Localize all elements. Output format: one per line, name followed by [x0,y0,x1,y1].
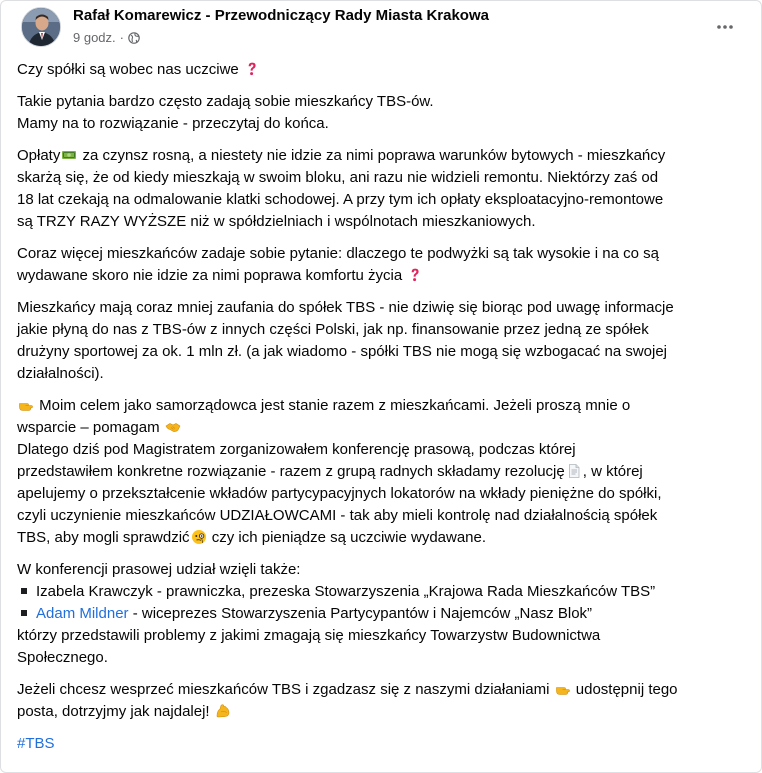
red-question-mark-emoji [244,61,260,77]
author-avatar[interactable] [21,7,61,47]
text-line: Społecznego. [17,649,108,666]
text-line: apelujemy o przekształcenie wkładów partycypacyjnych lokatorów na wkłady pieniężne do spółki, [17,485,662,502]
paragraph-question-rise [17,243,751,287]
text-line: są TRZY RAZY WYŻSZE niż w spółdzielniach i wspólnotach mieszkaniowych. [17,213,536,230]
profile-link-adam-mildner[interactable]: Adam Mildner [36,605,129,622]
text-line: jakie płyną do nas z TBS-ów z innych części Polski, jak np. finansowanie przez jedną ze spółek [17,321,649,338]
bullet-square-icon [21,610,27,616]
meta-separator: · [119,30,124,45]
more-options-button[interactable] [707,9,743,45]
author-name[interactable]: Rafał Komarewicz - Przewodniczący Rady Miasta Krakowa [73,7,489,24]
paragraph-question [17,59,751,81]
text-fragment: czy ich pieniądze są uczciwie wydawane. [207,529,487,546]
text-line: którzy przedstawili problemy z jakimi zmagają się mieszkańcy Towarzystw Budownictwa [17,627,601,644]
pointing-hand-emoji [555,681,571,697]
flexed-biceps-emoji [215,703,231,719]
text-line: 18 lat czekają na odmalowanie klatki schodowej. A przy tym ich opłaty eksploatacyjno-remontowe [17,191,664,208]
post-time[interactable]: 9 godz. [73,30,116,45]
text-line: skarżą się, że od kiedy mieszkają w swoim bloku, ani razu nie widzieli remontu. Niektórzy zaś od [17,169,659,186]
avatar-photo [22,8,61,47]
paragraph-fees [17,145,751,233]
text-fragment: TBS, aby mogli sprawdzić [17,529,190,546]
text-fragment: za czynsz rosną, a niestety nie idzie za nimi poprawa warunków bytowych - mieszkańcy [78,147,666,164]
paragraph-participants [17,559,751,669]
text-fragment: wsparcie – pomagam [17,419,160,436]
text-fragment: przedstawiłem konkretne rozwiązanie - razem z grupą radnych składamy rezolucję [17,463,565,480]
text-line: drużyny sportowej za ok. 1 mln zł. (a jak wiadomo - spółki TBS nie mogą się wzbogacać na swojej [17,343,668,360]
text-fragment: wydawane skoro nie idzie za nimi poprawa komfortu życia [17,267,403,284]
list-item-text: Izabela Krawczyk - prawniczka, prezeska Stowarzyszenia „Krajowa Rada Mieszkańców TBS” [36,583,656,600]
participants-list [17,581,751,625]
text-line: Takie pytania bardzo często zadają sobie mieszkańcy TBS-ów. [17,93,434,110]
post-meta [73,30,140,45]
money-emoji [61,147,77,163]
post-text [17,59,751,765]
bullet-square-icon [21,588,27,594]
text-line: czyli uczynienie mieszkańców UDZIAŁOWCAMI - tak aby mieli kontrolę nad działalnością spółek [17,507,658,524]
text-line: Mamy na to rozwiązanie - przeczytaj do końca. [17,115,329,132]
globe-icon[interactable] [128,32,140,44]
text-fragment: Moim celem jako samorządowca jest stanie razem z mieszkańcami. Jeżeli proszą mnie o [35,397,631,414]
post-header [17,5,747,53]
text-fragment: , w której [582,463,643,480]
more-options-icon [715,17,735,37]
paragraph-hashtags [17,733,751,755]
paragraph-intro [17,91,751,135]
paragraph-call-to-action [17,679,751,723]
paragraph-trust [17,297,751,385]
text-fragment: posta, dotrzyjmy jak najdalej! [17,703,210,720]
hashtag-tbs[interactable]: #TBS [17,735,55,752]
text-line: Czy spółki są wobec nas uczciwe [17,61,239,78]
face-with-monocle-emoji [191,529,207,545]
text-fragment: Opłaty [17,147,61,164]
list-item [17,603,751,625]
text-line: W konferencji prasowej udział wzięli także: [17,561,301,578]
text-line: działalności). [17,365,104,382]
handshake-emoji [165,419,181,435]
list-item-text: - wiceprezes Stowarzyszenia Partycypantów i Najemców „Nasz Blok” [128,605,593,622]
document-emoji [566,463,582,479]
text-fragment: Jeżeli chcesz wesprzeć mieszkańców TBS i zgadzasz się z naszymi działaniami [17,681,550,698]
list-item [17,581,751,603]
text-fragment: udostępnij tego [571,681,678,698]
text-line: Coraz więcej mieszkańców zadaje sobie pytanie: dlaczego te podwyżki są tak wysokie i na co są [17,245,659,262]
text-line: Dlatego dziś pod Magistratem zorganizowałem konferencję prasową, podczas której [17,441,576,458]
pointing-hand-emoji [18,397,34,413]
red-question-mark-emoji [407,267,423,283]
paragraph-goal [17,395,751,549]
text-line: Mieszkańcy mają coraz mniej zaufania do spółek TBS - nie dziwię się biorąc pod uwagę informacje [17,299,674,316]
